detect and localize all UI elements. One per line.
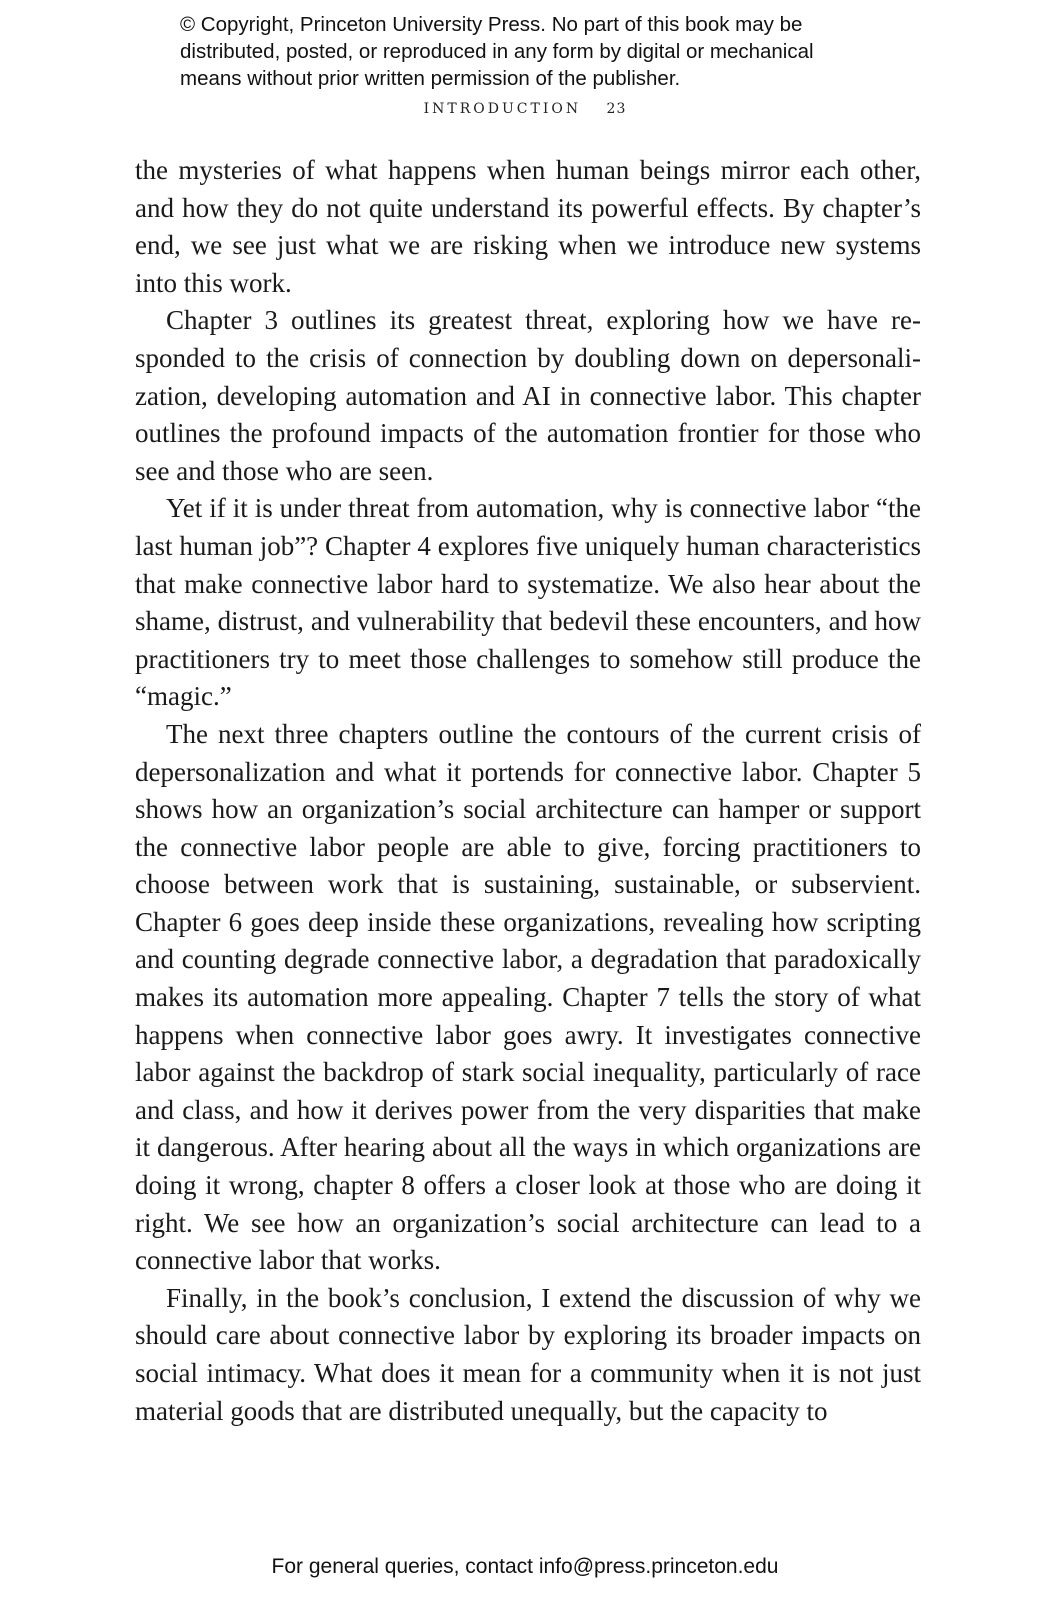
copyright-line-1: © Copyright, Princeton University Press. No part of this book may be xyxy=(180,13,803,36)
running-head-title: INTRODUCTION xyxy=(423,101,582,117)
paragraph-3: Yet if it is under threat from automation, why is connective labor “the last human job”? Chapter 4 explores five uniquely human characteristics that make connective labor hard to systematize. We also hear about the shame, distrust, and vulnerability that bedevil these encounters, and how practitioners try to meet those challenges to somehow still produce the “magic.” xyxy=(135,493,921,712)
copyright-line-3: means without prior written permission of the publisher. xyxy=(180,67,681,90)
copyright-notice xyxy=(180,11,900,92)
paragraph-5: Finally, in the book’s conclusion, I extend the discussion of why we should care about connective labor by exploring its broader impacts on social intimacy. What does it mean for a community when it is not just material goods that are distributed unequally, but the capacity to xyxy=(135,1282,921,1426)
running-head xyxy=(0,101,1050,117)
paragraph-1: the mysteries of what happens when human beings mirror each other, and how they do not quite understand its powerful effects. By chapter’s end, we see just what we are risking when we introduce new systems into this work. xyxy=(135,155,921,298)
page-number: 23 xyxy=(606,101,627,117)
footer-contact: For general queries, contact info@press.princeton.edu xyxy=(271,1555,779,1578)
body-text xyxy=(135,152,921,1430)
copyright-line-2: distributed, posted, or reproduced in any form by digital or mechanical xyxy=(180,40,814,63)
paragraph-2: Chapter 3 outlines its greatest threat, exploring how we have responded to the crisis of connection by doubling down on depersonalization, developing automation and AI in connective labor. This chapter outlines the profound impacts of the automation frontier for those who see and those who are seen. xyxy=(135,305,921,486)
paragraph-4: The next three chapters outline the contours of the current crisis of depersonalization and what it portends for connective labor. Chapter 5 shows how an organization’s social architecture can hamper or support the connective labor people are able to give, forcing practitioners to choose between work that is sustaining, sustainable, or subservient. Chapter 6 goes deep inside these organizations, revealing how scripting and counting degrade connective labor, a degradation that paradoxically makes its automation more appealing. Chapter 7 tells the story of what happens when connective labor goes awry. It investigates connective labor against the backdrop of stark social inequality, particularly of race and class, and how it derives power from the very disparities that make it dangerous. After hearing about all the ways in which organizations are doing it wrong, chapter 8 offers a closer look at those who are doing it right. We see how an organization’s social architecture can lead to a connective labor that works. xyxy=(135,718,921,1276)
